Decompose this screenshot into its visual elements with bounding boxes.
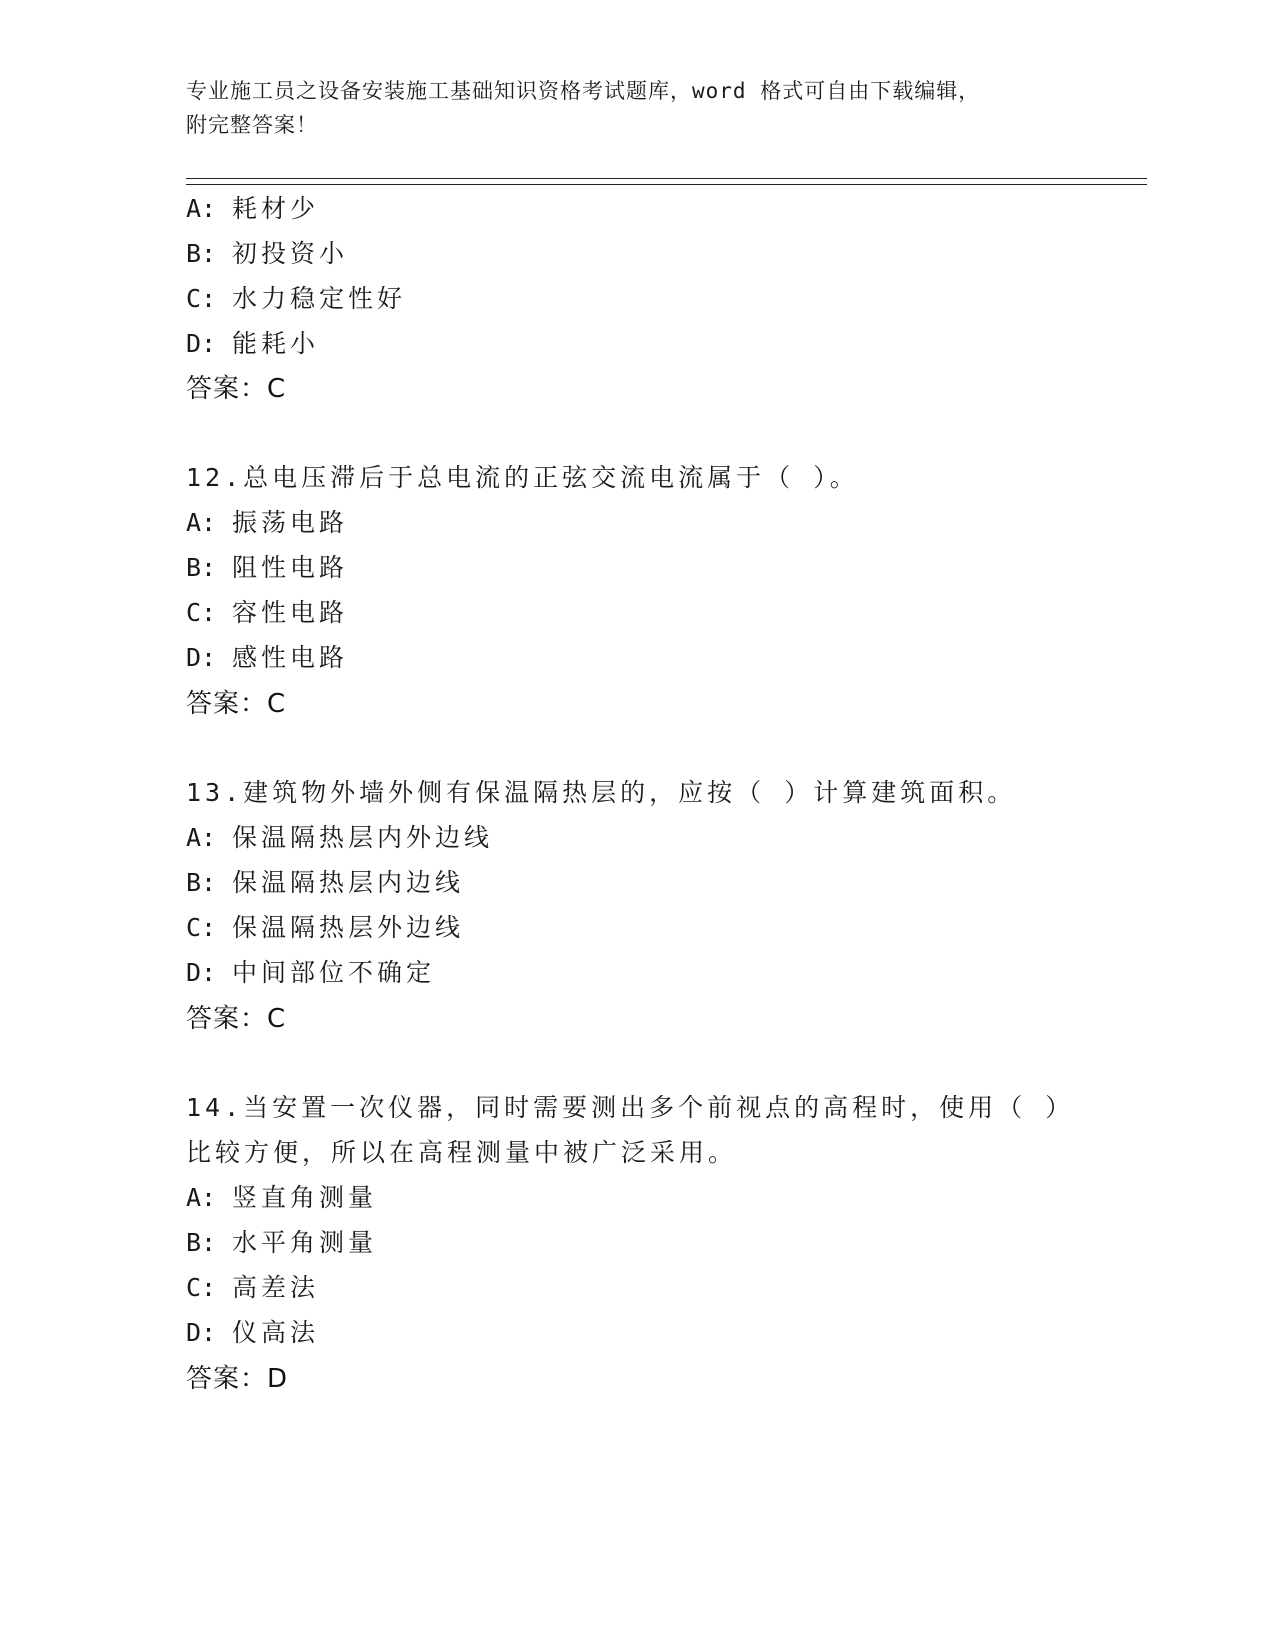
option-text: 水力稳定性好 <box>232 284 407 313</box>
document-header <box>186 74 1066 142</box>
q14-answer: 答案：D <box>186 1364 289 1394</box>
option-letter: C: <box>186 598 217 627</box>
option-text: 阻性电路 <box>232 553 349 582</box>
option-letter: B: <box>186 868 217 897</box>
header-title-line-1: 专业施工员之设备安装施工基础知识资格考试题库，word 格式可自由下载编辑， <box>186 79 981 103</box>
q13-answer: 答案：C <box>186 1004 287 1034</box>
q13-option-c <box>186 913 464 943</box>
option-text: 仪高法 <box>232 1318 320 1347</box>
header-divider-top <box>186 178 1147 179</box>
q13-option-b <box>186 868 464 898</box>
option-text: 保温隔热层外边线 <box>232 913 465 942</box>
q14-question-line-1: 14.当安置一次仪器，同时需要测出多个前视点的高程时，使用（ ） <box>186 1093 1075 1122</box>
option-letter: C: <box>186 913 217 942</box>
q13-option-d <box>186 958 435 988</box>
q13-option-a <box>186 823 493 853</box>
option-letter: A: <box>186 194 217 223</box>
header-divider-bottom <box>186 184 1147 185</box>
q12-question: 12.总电压滞后于总电流的正弦交流电流属于（ ）。 <box>186 463 859 492</box>
option-text: 容性电路 <box>232 598 349 627</box>
option-letter: C: <box>186 1273 217 1302</box>
q11-option-b <box>186 239 348 269</box>
option-letter: D: <box>186 643 217 672</box>
q11-option-c <box>186 284 406 314</box>
q12-option-c <box>186 598 348 628</box>
option-text: 中间部位不确定 <box>232 958 436 987</box>
option-letter: C: <box>186 284 217 313</box>
header-title-line-2: 附完整答案！ <box>186 113 318 137</box>
option-text: 初投资小 <box>232 239 349 268</box>
option-letter: B: <box>186 239 217 268</box>
option-text: 能耗小 <box>232 329 320 358</box>
q14-option-c <box>186 1273 319 1303</box>
option-letter: D: <box>186 329 217 358</box>
q14-question-line-2: 比较方便，所以在高程测量中被广泛采用。 <box>186 1138 738 1167</box>
option-letter: B: <box>186 1228 217 1257</box>
option-text: 振荡电路 <box>232 508 349 537</box>
q12-answer: 答案：C <box>186 689 287 719</box>
option-text: 水平角测量 <box>232 1228 378 1257</box>
option-letter: A: <box>186 823 217 852</box>
q14-option-d <box>186 1318 319 1348</box>
option-text: 保温隔热层内边线 <box>232 868 465 897</box>
option-letter: D: <box>186 958 217 987</box>
q11-option-a <box>186 194 319 224</box>
q13-question: 13.建筑物外墙外侧有保温隔热层的，应按（ ）计算建筑面积。 <box>186 778 1017 807</box>
option-text: 竖直角测量 <box>232 1183 378 1212</box>
option-text: 感性电路 <box>232 643 349 672</box>
option-letter: D: <box>186 1318 217 1347</box>
option-text: 保温隔热层内外边线 <box>232 823 494 852</box>
option-letter: A: <box>186 1183 217 1212</box>
option-letter: A: <box>186 508 217 537</box>
q12-option-b <box>186 553 348 583</box>
q12-option-a <box>186 508 348 538</box>
q11-answer: 答案：C <box>186 374 287 404</box>
q11-option-d <box>186 329 319 359</box>
q14-option-b <box>186 1228 377 1258</box>
option-letter: B: <box>186 553 217 582</box>
q12-option-d <box>186 643 348 673</box>
q14-option-a <box>186 1183 377 1213</box>
option-text: 耗材少 <box>232 194 320 223</box>
option-text: 高差法 <box>232 1273 320 1302</box>
